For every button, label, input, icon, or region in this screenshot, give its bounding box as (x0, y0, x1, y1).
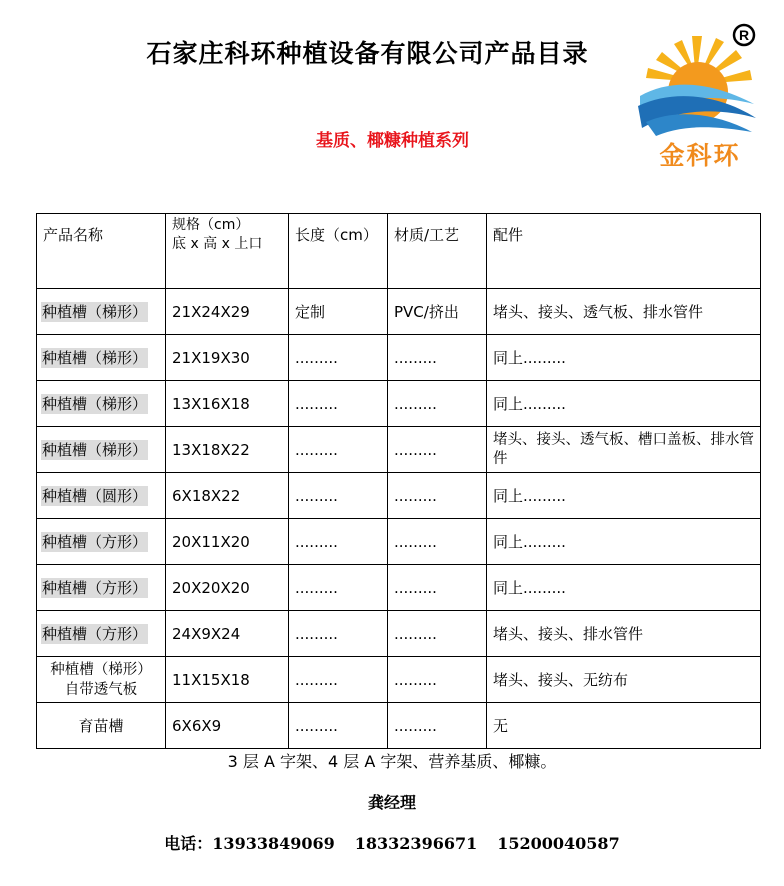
phone-number: 18332396671 (354, 834, 478, 853)
spec-cell: 20X11X20 (166, 519, 289, 565)
table-row (37, 289, 761, 335)
header-spec-line1: 规格（cm） (172, 217, 250, 233)
table-row (37, 473, 761, 519)
spec-cell: 24X9X24 (166, 611, 289, 657)
length-cell: ......... (289, 335, 388, 381)
table-row (37, 703, 761, 749)
accessories-cell: 同上......... (487, 381, 761, 427)
spec-cell: 11X15X18 (166, 657, 289, 703)
product-name-cell: 育苗槽 (37, 703, 166, 749)
logo-brand-text: 金科环 (659, 141, 741, 170)
phone-number: 15200040587 (497, 834, 620, 853)
product-catalog-table (36, 213, 761, 749)
accessories-cell: 堵头、接头、排水管件 (487, 611, 761, 657)
spec-cell: 6X18X22 (166, 473, 289, 519)
series-subtitle: 基质、椰糠种植系列 (316, 131, 469, 151)
spec-cell: 20X20X20 (166, 565, 289, 611)
product-name-cell: 种植槽（梯形） (37, 289, 166, 335)
material-cell: ......... (388, 381, 487, 427)
table-row (37, 611, 761, 657)
product-name-cell: 种植槽（方形） (37, 565, 166, 611)
accessories-cell: 堵头、接头、透气板、排水管件 (487, 289, 761, 335)
material-cell: ......... (388, 427, 487, 473)
table-row (37, 657, 761, 703)
table-row (37, 381, 761, 427)
header-spec-line2: 底 x 高 x 上口 (172, 236, 263, 252)
product-name-cell (37, 657, 166, 703)
product-name-cell: 种植槽（圆形） (37, 473, 166, 519)
accessories-cell: 堵头、接头、透气板、槽口盖板、排水管件 (487, 427, 761, 473)
table-row (37, 519, 761, 565)
material-cell: ......... (388, 519, 487, 565)
length-cell: ......... (289, 427, 388, 473)
header-material: 材质/工艺 (388, 214, 487, 289)
product-name-cell: 种植槽（梯形） (37, 381, 166, 427)
product-name-cell: 种植槽（梯形） (37, 335, 166, 381)
material-cell: ......... (388, 657, 487, 703)
material-cell: ......... (388, 335, 487, 381)
spec-cell: 13X16X18 (166, 381, 289, 427)
material-cell: ......... (388, 473, 487, 519)
material-cell: ......... (388, 611, 487, 657)
length-cell: ......... (289, 381, 388, 427)
spec-cell: 6X6X9 (166, 703, 289, 749)
material-cell: ......... (388, 703, 487, 749)
company-logo (632, 18, 784, 178)
length-cell: ......... (289, 473, 388, 519)
product-name-cell: 种植槽（梯形） (37, 427, 166, 473)
manager-name: 龚经理 (367, 793, 416, 812)
length-cell: ......... (289, 657, 388, 703)
product-name-cell: 种植槽（方形） (37, 611, 166, 657)
product-name-line2: 自带透气板 (64, 681, 138, 698)
length-cell: 定制 (289, 289, 388, 335)
table-row (37, 565, 761, 611)
registered-mark: R (738, 27, 750, 43)
accessories-cell: 同上......... (487, 473, 761, 519)
material-cell: PVC/挤出 (388, 289, 487, 335)
page-title: 石家庄科环种植设备有限公司产品目录 (146, 39, 589, 68)
material-cell: ......... (388, 565, 487, 611)
spec-cell: 21X19X30 (166, 335, 289, 381)
accessories-cell: 同上......... (487, 565, 761, 611)
phone-number: 13933849069 (212, 834, 335, 853)
length-cell: ......... (289, 703, 388, 749)
accessories-note: 3 层 A 字架、4 层 A 字架、营养基质、椰糠。 (227, 752, 557, 771)
length-cell: ......... (289, 519, 388, 565)
header-length: 长度（cm） (289, 214, 388, 289)
length-cell: ......... (289, 565, 388, 611)
accessories-cell: 同上......... (487, 519, 761, 565)
spec-cell: 21X24X29 (166, 289, 289, 335)
spec-cell: 13X18X22 (166, 427, 289, 473)
table-header-row (37, 214, 761, 289)
header-spec (166, 214, 289, 289)
table-row (37, 335, 761, 381)
phone-label: 电话： (164, 834, 213, 853)
product-name-line1: 种植槽（梯形） (50, 661, 152, 678)
phone-line (0, 831, 784, 854)
accessories-cell: 同上......... (487, 335, 761, 381)
table-row (37, 427, 761, 473)
length-cell: ......... (289, 611, 388, 657)
header-accessories: 配件 (487, 214, 761, 289)
accessories-cell: 堵头、接头、无纺布 (487, 657, 761, 703)
product-name-cell: 种植槽（方形） (37, 519, 166, 565)
accessories-cell: 无 (487, 703, 761, 749)
header-product-name: 产品名称 (37, 214, 166, 289)
